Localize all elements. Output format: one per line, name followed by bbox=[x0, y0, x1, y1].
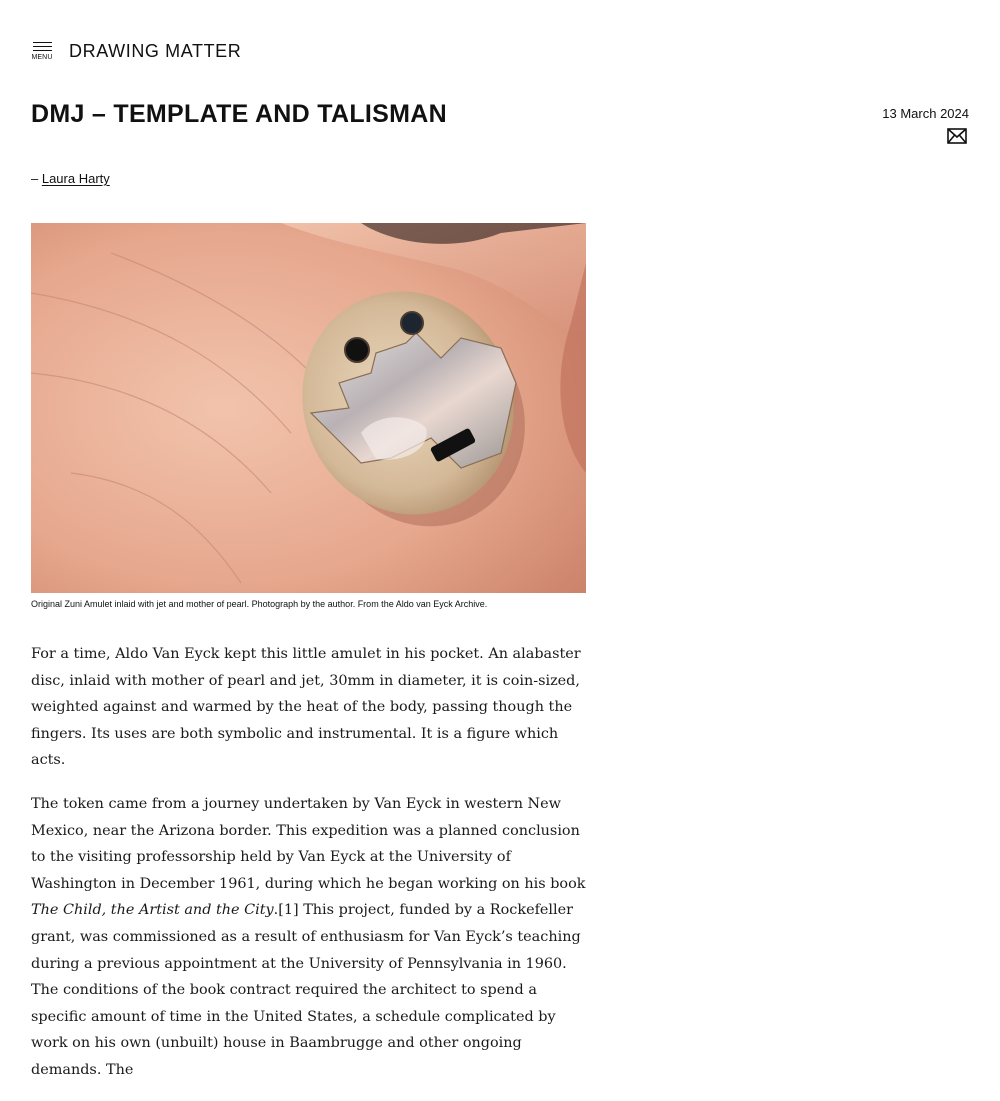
page-title: DMJ – TEMPLATE AND TALISMAN bbox=[31, 100, 447, 128]
paragraph-2-text-a: The token came from a journey undertaken by Van Eyck in western New Mexico, near the Arizona border. This expedition was a planned conclusion to the visiting professorship held by Van Eyck at the University of Washington in December 1961, during which he began working on his book bbox=[31, 795, 586, 892]
mail-icon[interactable] bbox=[947, 128, 967, 144]
site-logo-link[interactable]: DRAWING MATTER bbox=[69, 40, 242, 61]
article-figure bbox=[31, 223, 586, 610]
paragraph-1: For a time, Aldo Van Eyck kept this little amulet in his pocket. An alabaster disc, inlaid with mother of pearl and jet, 30mm in diameter, it is coin-sized, weighted against and warmed by the heat of the body, passing though the fingers. Its uses are both symbolic and instrumental. It is a figure which acts. bbox=[31, 646, 581, 769]
hamburger-icon bbox=[33, 42, 52, 51]
menu-label: MENU bbox=[31, 53, 53, 61]
site-header bbox=[31, 36, 241, 66]
author-prefix: – bbox=[31, 171, 42, 186]
book-title: The Child, the Artist and the City bbox=[31, 902, 274, 919]
author-byline bbox=[31, 171, 110, 186]
article-body bbox=[31, 641, 591, 1101]
paragraph-2-text-b: .[1] This project, funded by a Rockefeller grant, was commissioned as a result of enthusiasm for Van Eyck’s teaching during a previous appointment at the University of Pennsylvania in 1960. The conditions of the book contract required the architect to spend a specific amount of time in the United States, a schedule complicated by work on his own (unbuilt) house in Baambrugge and other ongoing demands. The bbox=[31, 902, 581, 1078]
author-link[interactable]: Laura Harty bbox=[41, 171, 110, 186]
amulet-photo bbox=[31, 223, 586, 593]
publish-date: 13 March 2024 bbox=[882, 106, 969, 121]
figure-caption: Original Zuni Amulet inlaid with jet and mother of pearl. Photograph by the author. From the Aldo van Eyck Archive. bbox=[31, 599, 488, 609]
menu-button[interactable] bbox=[31, 42, 53, 61]
paragraph-2 bbox=[31, 791, 591, 1084]
